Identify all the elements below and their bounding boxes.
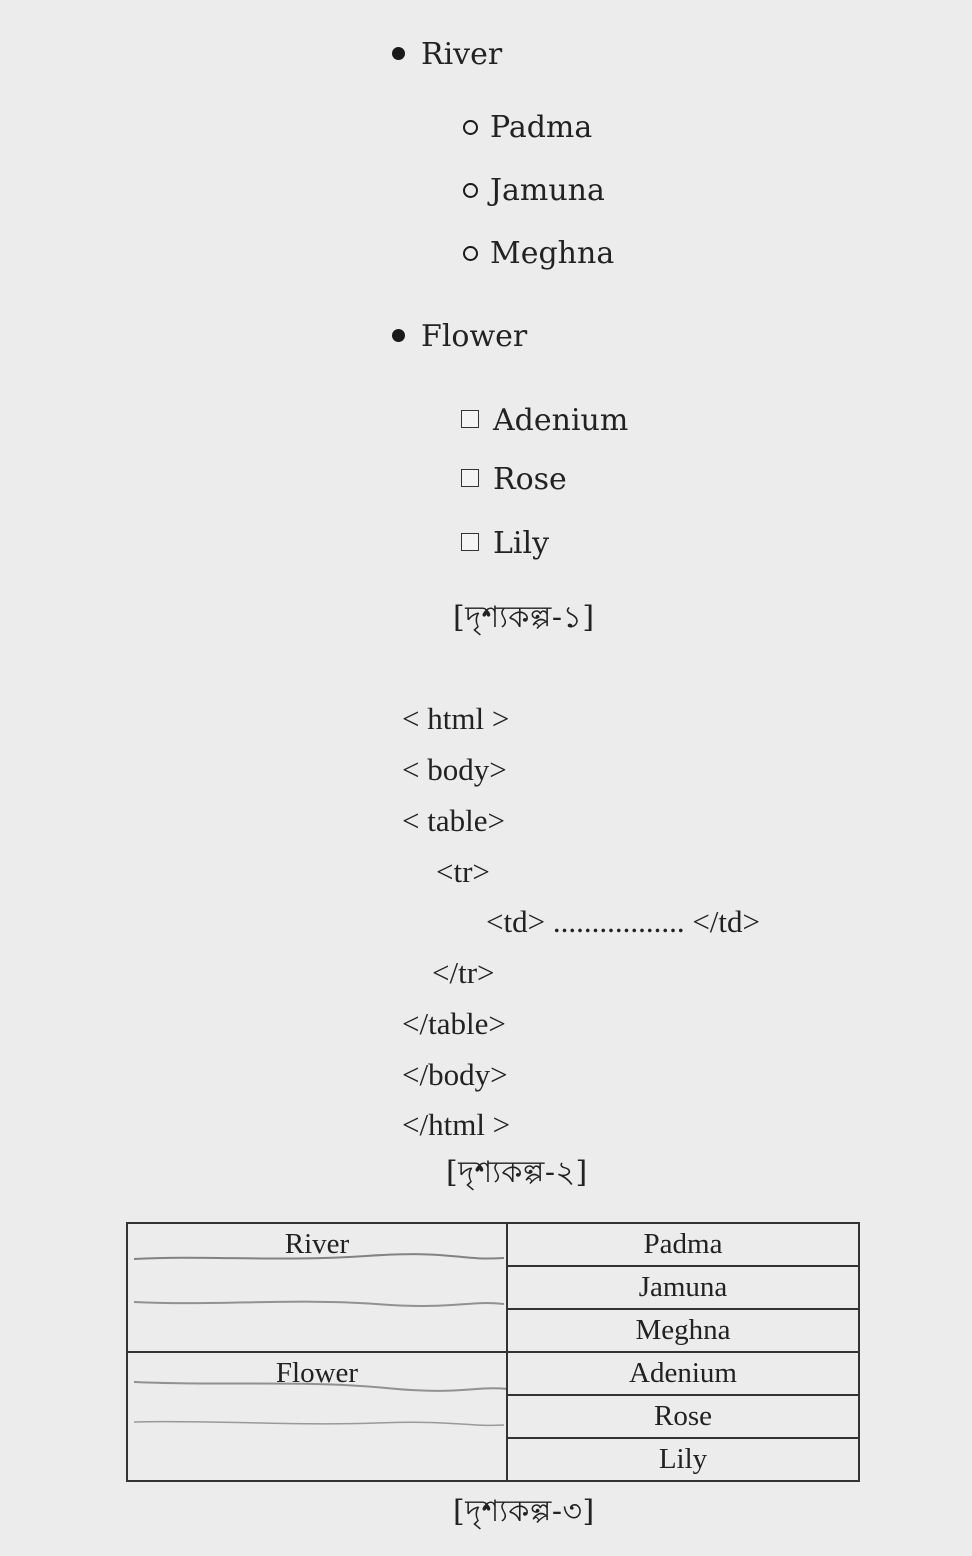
code-line: </table> [402,1006,506,1041]
code-line: </body> [402,1057,508,1092]
list-item-river [392,37,503,72]
sublist-item-label: Jamuna [490,173,605,208]
circle-bullet-icon [463,183,478,198]
code-line: </tr> [432,955,495,990]
circle-bullet-icon [463,246,478,261]
table-cell: Padma [507,1223,859,1266]
table-cell: Adenium [507,1352,859,1395]
code-line: </html > [402,1107,511,1142]
sublist-item-adenium [461,403,629,438]
sublist-item-meghna [463,236,615,271]
sublist-item-label: Meghna [490,236,615,271]
disc-bullet-icon [392,47,405,60]
sublist-item-label: Rose [493,462,567,497]
circle-bullet-icon [463,120,478,135]
list-item-label: River [421,37,503,72]
table-cell: Rose [507,1395,859,1438]
list-item-label: Flower [421,319,528,354]
sublist-item-rose [461,462,567,497]
code-line: < body> [402,752,507,787]
table-cell: Lily [507,1438,859,1481]
scan-smear-lines [126,1222,506,1472]
sublist-item-label: Adenium [493,403,629,438]
square-bullet-icon [461,410,479,428]
code-line: < table> [402,803,505,838]
sublist-item-label: Lily [493,526,550,561]
list-item-flower [392,319,528,354]
table-cell: Meghna [507,1309,859,1352]
table-cell: River [127,1223,507,1266]
square-bullet-icon [461,469,479,487]
scenario-3-caption: [দৃশ্যকল্প-৩] [453,1494,595,1529]
scenario-1-caption: [দৃশ্যকল্প-১] [453,600,595,635]
disc-bullet-icon [392,329,405,342]
table-cell: Flower [127,1352,507,1395]
code-line: < html > [402,701,510,736]
sublist-item-jamuna [463,173,605,208]
code-line: <tr> [436,854,490,889]
square-bullet-icon [461,533,479,551]
sublist-item-padma [463,110,593,145]
scenario-2-caption: [দৃশ্যকল্প-২] [446,1155,588,1190]
table-cell: Jamuna [507,1266,859,1309]
code-line: <td> ................. </td> [486,904,761,939]
sublist-item-lily [461,526,550,561]
sublist-item-label: Padma [490,110,593,145]
